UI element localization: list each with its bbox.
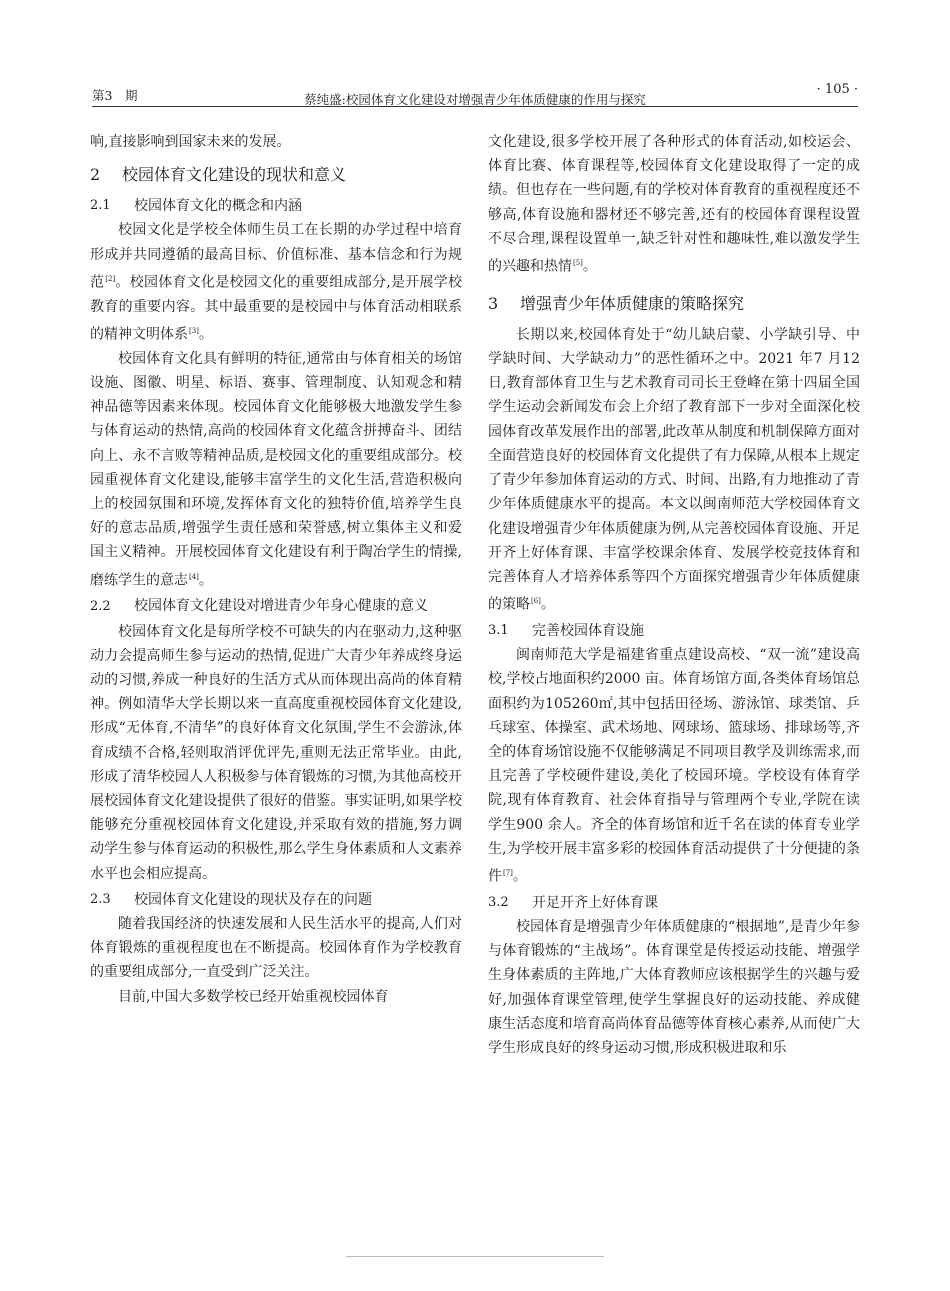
subsection-title: 校园体育文化建设对增进青少年身心健康的意义 — [134, 598, 428, 615]
citation: [2] — [105, 274, 116, 283]
paragraph-text: 校园体育文化具有鲜明的特征,通常由与体育相关的场馆设施、图徽、明星、标语、赛事、管理制度、认知观念和精神品德等因素来体现。校园体育文化能够极大地激发学生参与体育运动的热情,高尚的校园体育文化蕴含拼搏奋斗、团结向上、永不言败等精神品质,是校园文化的重要组成部分。校园重视体育文化建设,能够丰富学生的文化生活,营造积极向上的校园氛围和环境,发挥体育文化的独特价值,培养学生良好的意志品质,增强学生责任感和荣誉感,树立集体主义和爱国主义精神。开展校园体育文化建设有利于陶冶学生的情操,磨练学生的意志 — [90, 350, 462, 589]
paragraph-end: 。 — [582, 258, 597, 275]
running-header — [92, 80, 858, 107]
paragraph — [488, 643, 860, 889]
subsection-title: 开足开齐上好体育课 — [532, 894, 658, 911]
paragraph-end: 。 — [198, 572, 213, 589]
paragraph — [488, 130, 860, 279]
paragraph: 响,直接影响到国家未来的发展。 — [90, 134, 291, 150]
section-heading — [90, 160, 462, 190]
paragraph-end: 。 — [540, 596, 555, 613]
paragraph-text: 文化建设,很多学校开展了各种形式的体育活动,如校运会、体育比赛、体育课程等,校园体育文化建设取得了一定的成绩。但也存在一些问题,有的学校对体育教育的重视程度还不够高,体育设施和器材还不够完善,还有的校园体育课程设置不尽合理,课程设置单一,缺乏针对性和趣味性,难以激发学生的兴趣和热情 — [488, 134, 860, 275]
running-title: 蔡纯盛:校园体育文化建设对增强青少年体质健康的作用与探究 — [304, 92, 646, 107]
section-title: 校园体育文化建设的现状和意义 — [122, 165, 347, 185]
citation: [6] — [531, 597, 541, 606]
left-column — [90, 130, 462, 1009]
paragraph-text: 。校园体育文化是校园文化的重要组成部分,是开展学校教育的重要内容。其中最重要的是校园中与体育活动相联系的精神文明体系 — [90, 274, 463, 343]
subsection-number: 2.3 — [90, 891, 111, 907]
subsection-number: 2.1 — [90, 198, 111, 214]
paragraph-text: 校园文化是学校全体师生员工在长期的办学过程中培育形成并共同遵循的最高目标、价值标准、基本信念和行为规范 — [90, 222, 462, 291]
subsection-heading — [90, 194, 462, 218]
issue-number: 第3 期 — [92, 88, 138, 103]
subsection-heading — [90, 594, 462, 619]
subsection-number: 2.2 — [90, 599, 111, 615]
paragraph: 随着我国经济的快速发展和人民生活水平的提高,人们对体育锻炼的重视程度也在不断提高。校园体育作为学校教育的重要组成部分,一直受到广泛关注。 — [90, 916, 462, 981]
right-column — [488, 130, 860, 1060]
paragraph: 校园体育是增强青少年体质健康的“根据地”,是青少年参与体育锻炼的“主战场”。体育课堂是传授运动技能、增强学生身体素质的主阵地,广大体育教师应该根据学生的兴趣与爱好,加强体育课堂管理,使学生掌握良好的运动技能、养成健康生活态度和培育高尚体育品德等体育核心素养,从而使广大学生形成良好的终身运动习惯,形成积极进取和乐 — [488, 919, 860, 1057]
citation: [7] — [503, 869, 513, 877]
paragraph — [488, 323, 860, 617]
footer-rule — [346, 1256, 604, 1257]
citation: [5] — [573, 259, 583, 268]
paragraph-text: 长期以来,校园体育处于“幼儿缺启蒙、小学缺引导、中学缺时间、大学缺动力”的恶性循环之中。2021 年7 月12 日,教育部体育卫生与艺术教育司司长王登峰在第十四届全国学生运动会新闻发布会上介绍了教育部下一步对全面深化校园体育改革发展作出的部署,此改革从制度和机制保障方面对全面营造良好的校园体育文化提供了有力保障,从根本上规定了青少年参加体育运动的方式、时间、出路,有力地推动了青少年体质健康水平的提高。本文以闽南师范大学校园体育文化建设增强青少年体质健康为例,从完善校园体育设施、开足开齐上好体育课、丰富学校课余体育、发展学校竞技体育和完善体育人才培养体系等四个方面探究增强青少年体质健康的策略 — [488, 326, 860, 613]
section-heading — [488, 289, 860, 319]
paragraph — [90, 347, 462, 593]
citation: [3] — [189, 326, 199, 335]
section-number: 2 — [90, 165, 101, 185]
subsection-heading — [488, 891, 860, 915]
page-number: · 105 · — [816, 82, 858, 97]
section-number: 3 — [488, 293, 499, 313]
paragraph: 目前,中国大多数学校已经开始重视校园体育 — [118, 988, 389, 1005]
subsection-heading — [90, 888, 462, 912]
subsection-title: 校园体育文化建设的现状及存在的问题 — [134, 891, 372, 908]
paragraph-end: 。 — [512, 868, 527, 885]
section-title: 增强青少年体质健康的策略探究 — [520, 293, 745, 313]
subsection-title: 校园体育文化的概念和内涵 — [134, 198, 302, 215]
paragraph-end: 。 — [198, 326, 213, 343]
paragraph-text: 闽南师范大学是福建省重点建设高校、“双一流”建设高校,学校占地面积约2000 亩。体育场馆方面,各类体育场馆总面积约为105260㎡,其中包括田径场、游泳馆、球类馆、乒乓球室、体操室、武术场地、网球场、篮球场、排球场等,齐全的体育场馆设施不仅能够满足不同项目教学及训练需求,而且完善了学校硬件建设,美化了校园环境。学校设有体育学院,现有体育教育、社会体育指导与管理两个专业,学院在读学生900 余人。齐全的体育场馆和近千名在读的体育专业学生,为学校开展丰富多彩的校园体育活动提供了十分便捷的条件 — [488, 647, 860, 885]
paragraph: 校园体育文化是每所学校不可缺失的内在驱动力,这种驱动力会提高师生参与运动的热情,促进广大青少年养成终身运动的习惯,养成一种良好的生活方式从而体现出高尚的体育精神。例如清华大学长期以来一直高度重视校园体育文化建设,形成“无体育,不清华”的良好体育文化氛围,学生不会游泳,体育成绩不合格,轻则取消评优评先,重则无法正常毕业。由此,形成了清华校园人人积极参与体育锻炼的习惯,为其他高校开展校园体育文化建设提供了很好的借鉴。事实证明,如果学校能够充分重视校园体育文化建设,并采取有效的措施,努力调动学生参与体育运动的积极性,那么学生身体素质和人文素养水平也会相应提高。 — [90, 623, 462, 882]
subsection-number: 3.2 — [488, 894, 509, 910]
subsection-title: 完善校园体育设施 — [532, 622, 644, 639]
subsection-number: 3.1 — [488, 622, 509, 638]
subsection-heading — [488, 619, 860, 643]
paragraph — [90, 218, 462, 346]
citation: [4] — [189, 572, 199, 581]
